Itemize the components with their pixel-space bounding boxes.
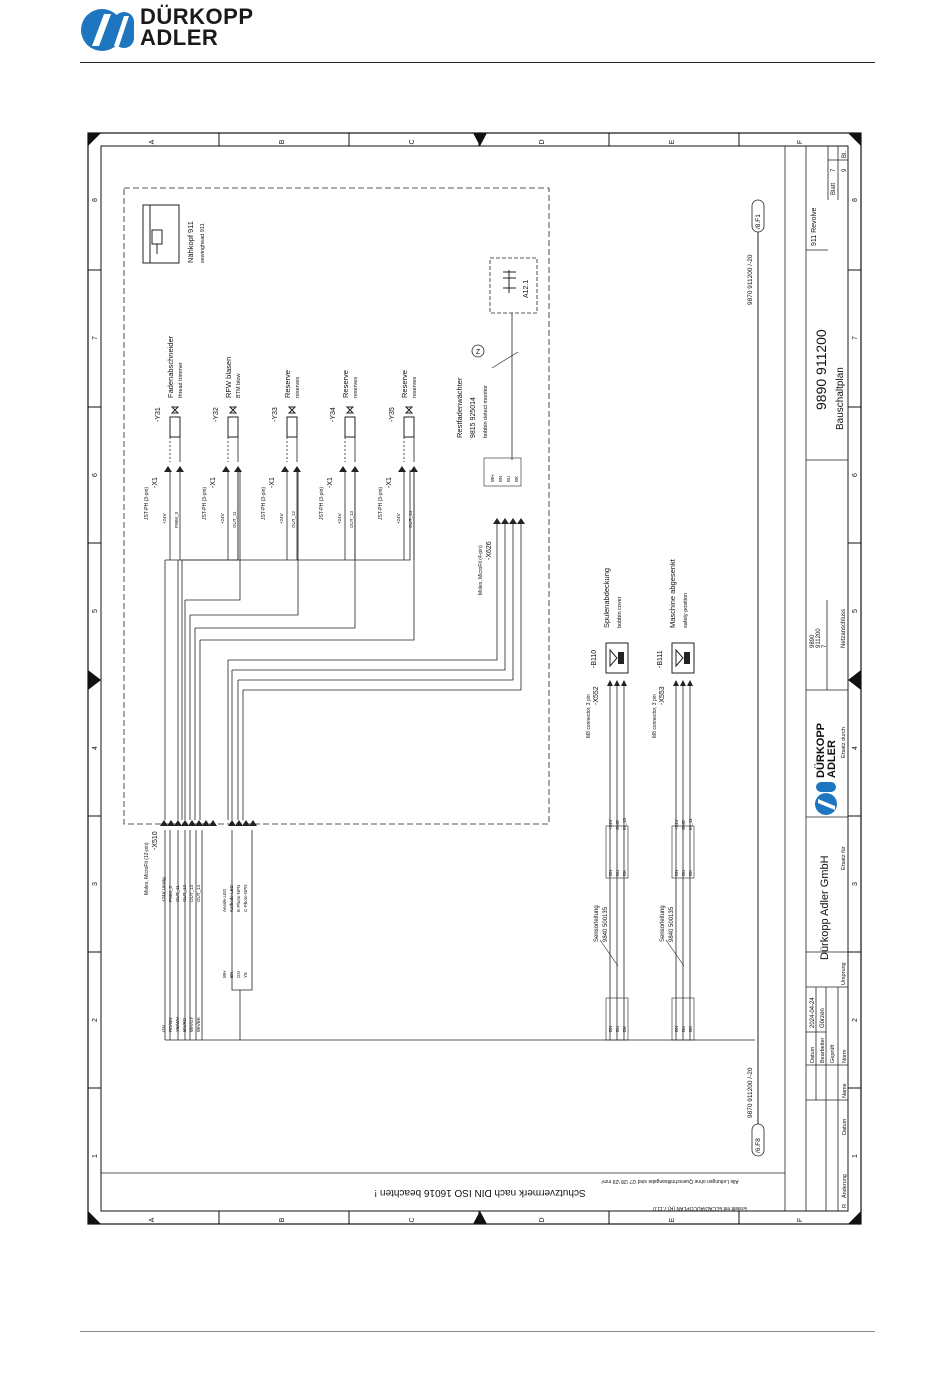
- valve-y35: [378, 370, 418, 560]
- sensor-cable: Sensorleitung: [660, 905, 666, 942]
- sensor-icon: [676, 650, 683, 666]
- harness-wires: [165, 470, 755, 1040]
- valve-sig-1: +24V: [220, 513, 225, 524]
- x626-wire-4: BK: [514, 475, 519, 482]
- x510-connector-type: Molex, MicroFit (12-pin): [144, 842, 150, 895]
- xref-top-tag: /8.F1: [755, 214, 762, 229]
- sensor-wire: BU: [615, 869, 620, 876]
- x510-wire-b2: BN: [229, 971, 234, 978]
- brand-line-1: DÜRKOPP: [140, 4, 254, 29]
- row-4-right: 4: [852, 746, 859, 750]
- change-label: Änderung: [842, 1174, 848, 1198]
- date-label-2: Datum: [842, 1118, 848, 1135]
- sensor-ref: -B110: [591, 649, 598, 668]
- row-2-right: 2: [852, 1018, 859, 1022]
- valve-icon: [230, 407, 236, 413]
- sensor-wire: BK: [688, 869, 693, 876]
- drawing-number: 9890 911200: [813, 329, 829, 410]
- valve-label-en: reserves: [353, 376, 359, 398]
- valve-icon: [172, 407, 178, 413]
- valve-label-en: reserves: [412, 376, 418, 398]
- title-block-text: [810, 151, 848, 1208]
- valve-label: Reserve: [341, 370, 350, 398]
- valve-connector: JST-PH (3-pin): [144, 486, 150, 520]
- col-d-bottom: D: [539, 1217, 546, 1223]
- valve-x1: -X1: [210, 477, 217, 488]
- valve-sig-1: +24V: [279, 513, 284, 524]
- sensor-wire-bottom: BK: [688, 1025, 693, 1032]
- x626-ref: -X626: [486, 541, 493, 560]
- x510-wire-a2: RD/GN: [168, 1017, 173, 1032]
- col-e-bottom: E: [669, 1217, 676, 1223]
- xref-bottom: 9870 911200 /-20: [747, 1067, 754, 1118]
- network-connection: Netzanschluss: [841, 608, 847, 648]
- date-label: Datum: [810, 1046, 816, 1063]
- row-8-right: 8: [852, 198, 859, 202]
- x510-sig-7: Anode-LED: [222, 888, 227, 912]
- col-d-top: D: [539, 139, 546, 145]
- title-block-brand-1: DÜRKOPP: [815, 722, 827, 778]
- x510-ref: -X510: [152, 831, 159, 850]
- prefix-2: 911200: [816, 628, 822, 648]
- replaced-by: Ersatz durch: [841, 727, 847, 758]
- valve-connector: JST-PH (3-pin): [378, 486, 384, 520]
- row-6-left: 6: [92, 473, 99, 477]
- bobbin-monitor-part: 9815 925014: [470, 397, 477, 438]
- sensors-group: [586, 558, 694, 1040]
- col-c-top: C: [409, 139, 416, 145]
- sensor-ref: -B111: [657, 650, 664, 668]
- sensor-sig: GND: [615, 820, 620, 830]
- row-2-left: 2: [92, 1018, 99, 1022]
- project-name: 911 Revolve: [811, 207, 818, 246]
- valve-label-en: BTM blow: [236, 373, 242, 398]
- company-name: Dürkopp Adler GmbH: [819, 855, 831, 960]
- row-1-right: 1: [852, 1154, 859, 1158]
- x626-wire-1: WH: [490, 474, 495, 482]
- sheet-total: 9: [842, 168, 848, 172]
- row-5-left: 5: [92, 609, 99, 613]
- row-6-right: 6: [852, 473, 859, 477]
- bobbin-monitor-label: Restfadenwächter: [455, 377, 464, 438]
- sensor-wire-bottom: BN: [674, 1025, 679, 1032]
- x510-wire-b1: WH: [222, 970, 227, 978]
- row-4-left: 4: [92, 746, 99, 750]
- x510-sig-9: E-Photo-NPN: [236, 884, 241, 912]
- sensor-label: Maschine abgesenkt: [668, 559, 677, 628]
- sheet-label: Blatt: [831, 182, 837, 195]
- sensor-sig: IN_11: [688, 818, 693, 830]
- replacement-for: Ersatz für: [841, 846, 847, 870]
- sensor-connector: M8 connector, 3 pin: [586, 694, 592, 738]
- x510-wire-a3: YE/WH: [175, 1017, 180, 1032]
- row-7-right: 7: [852, 336, 859, 340]
- valve-label-en: thread trimmer: [178, 362, 184, 398]
- x510-wire-a5: WH/GY: [189, 1016, 194, 1032]
- valve-connector: JST-PH (3-pin): [319, 486, 325, 520]
- valve-ref: -Y35: [389, 407, 396, 422]
- valve-x1: -X1: [269, 477, 276, 488]
- sensor-connector: M8 connector, 3 pin: [652, 694, 658, 738]
- sensor-wire-bottom: BK: [622, 1025, 627, 1032]
- sensor-label: Spulenabdeckung: [602, 567, 611, 628]
- brand-line-2: ADLER: [140, 25, 219, 50]
- col-f-top: F: [797, 139, 804, 145]
- sensor-sig: +24V: [608, 819, 613, 830]
- sensor-label-en: safety position: [683, 592, 689, 628]
- col-e-top: E: [669, 139, 676, 145]
- sensor-b110: [586, 568, 628, 1040]
- sheet-bl: Bl.: [842, 150, 848, 158]
- sheet-number: 7: [831, 168, 837, 172]
- x510-sig-2: PWM_3: [168, 885, 173, 902]
- col-b-bottom: B: [279, 1217, 286, 1223]
- valve-connector: JST-PH (3-pin): [202, 486, 208, 520]
- x510-sig-10: C-Photo-NPN: [243, 884, 248, 912]
- cross-section-note: Alle Leitungen ohne Querschnittsangabe sind \27 \28 \29 mm²: [601, 1178, 739, 1184]
- valve-label: Reserve: [400, 370, 409, 398]
- sensor-label-en: bobbin cover: [617, 596, 623, 628]
- prefix-3: 7: [822, 644, 828, 648]
- date-value: 2024-04-24: [810, 997, 816, 1028]
- sensor-x: -X553: [659, 686, 666, 705]
- title-block-brand-2: ADLER: [826, 740, 838, 778]
- x626-wire-3: BU: [506, 475, 511, 482]
- row-7-left: 7: [92, 336, 99, 340]
- x510-sig-5: OUT_13: [189, 884, 194, 902]
- norm-label: Norm: [842, 1049, 848, 1063]
- sensor-wire-bottom: BU: [681, 1025, 686, 1032]
- valve-ref: -Y33: [272, 407, 279, 422]
- valve-x1: -X1: [152, 477, 159, 488]
- x510-wire-b4: YE: [243, 971, 248, 978]
- sewing-head-label-en: sewinghead 911: [200, 223, 206, 263]
- col-c-bottom: C: [409, 1217, 416, 1223]
- x510-sig-1: +24V Umsig: [161, 877, 166, 902]
- name-label: Name: [842, 1083, 848, 1098]
- frame-outer: [88, 133, 861, 1224]
- sensor-wire: BK: [622, 869, 627, 876]
- valve-x1: -X1: [386, 477, 393, 488]
- valve-label: RFW blasen: [224, 356, 233, 398]
- sensor-sig: IN_10: [622, 817, 627, 830]
- bobbin-monitor: [455, 345, 525, 595]
- drawing-title: Bauschaltplan: [835, 367, 846, 430]
- sensor-wire: BN: [608, 869, 613, 876]
- valve-icon: [406, 407, 412, 413]
- valve-sig-1: +24V: [162, 513, 167, 524]
- sensor-cable-part: 9840 500135: [669, 906, 675, 942]
- x510-sig-8: Kathode-LED: [229, 884, 234, 912]
- x510-wire-a1: GN: [161, 1025, 166, 1032]
- valve-y34: [319, 370, 359, 560]
- x510-sig-6: OUT_14: [196, 884, 201, 902]
- x626-wire-2: BN: [498, 475, 503, 482]
- valve-sig-1: +24V: [396, 513, 401, 524]
- frame-inner: [101, 146, 848, 1211]
- sensor-sig: GND: [681, 820, 686, 830]
- x510-wire-a6: WH/BK: [196, 1017, 201, 1032]
- valve-label: Reserve: [283, 370, 292, 398]
- cross-reference: [747, 200, 764, 1156]
- x626-connector: Molex, MicroFit (4-pin): [478, 545, 484, 595]
- x510-wire-a4: BN/RD: [182, 1017, 187, 1032]
- valve-ref: -Y32: [213, 407, 220, 422]
- valves-group: [144, 335, 418, 560]
- valve-y32: [202, 357, 242, 560]
- prefix-1: 9890: [810, 634, 816, 648]
- valve-y33: [261, 370, 301, 560]
- sensor-icon: [610, 650, 617, 666]
- z-badge: Z: [475, 349, 481, 356]
- valve-label-en: reserves: [295, 376, 301, 398]
- row-3-right: 3: [852, 882, 859, 886]
- x510-wire-b3: GN: [236, 971, 241, 978]
- row-3-left: 3: [92, 882, 99, 886]
- row-5-right: 5: [852, 609, 859, 613]
- sensor-wire: BN: [674, 869, 679, 876]
- xref-top: 9870 911200 /-20: [747, 254, 754, 305]
- sensor-wire-bottom: BU: [615, 1025, 620, 1032]
- sewing-head-label: Nähkopf 911: [186, 221, 195, 263]
- col-a-bottom: A: [149, 1217, 156, 1223]
- checked-label: Geprüft: [830, 1044, 836, 1063]
- protection-notice: Schutzvermerk nach DIN ISO 16016 beachten !: [374, 1187, 586, 1198]
- sensor-b111: [652, 558, 694, 1040]
- rev-label: R: [842, 1204, 848, 1208]
- xref-bottom-tag: /6.F8: [755, 1138, 762, 1153]
- valve-icon: [289, 407, 295, 413]
- col-a-top: A: [149, 139, 156, 145]
- created-with-note: Erstellt mit ELCAD/AUCOPLAN (R) 7.11.0: [653, 1205, 747, 1211]
- origin: Ursprung: [841, 962, 847, 985]
- valve-x1: -X1: [327, 477, 334, 488]
- bobbin-monitor-label-en: bobbin detect monitor: [483, 385, 489, 438]
- valve-ref: -Y34: [330, 407, 337, 422]
- sensor-cable: Sensorleitung: [594, 905, 600, 942]
- valve-label: Fadenabschneider: [166, 335, 175, 398]
- sewing-head-icon: [143, 205, 179, 263]
- module-a12-label: A12.1: [523, 279, 530, 298]
- valve-sig-2: PWM_3: [174, 511, 179, 528]
- row-1-left: 1: [92, 1154, 99, 1158]
- col-f-bottom: F: [797, 1217, 804, 1223]
- valve-y31: [144, 335, 184, 560]
- sensor-wire: BU: [681, 869, 686, 876]
- editor-label: Bearbeiter: [820, 1037, 826, 1063]
- valve-sig-2: OUT_11: [232, 511, 237, 528]
- module-a12-icon: [503, 270, 516, 293]
- valve-sig-2: OUT_12: [291, 510, 296, 528]
- valve-icon: [347, 407, 353, 413]
- valve-sig-1: +24V: [337, 513, 342, 524]
- valve-ref: -Y31: [155, 407, 162, 422]
- valve-sig-2: OUT_13: [349, 510, 354, 528]
- sensor-sig: +24V: [674, 819, 679, 830]
- row-8-left: 8: [92, 198, 99, 202]
- valve-connector: JST-PH (3-pin): [261, 486, 267, 520]
- sensor-wire-bottom: BN: [608, 1025, 613, 1032]
- sensor-cable-part: 9840 500135: [603, 906, 609, 942]
- x510-sig-3: OUT_11: [175, 885, 180, 902]
- sensor-x: -X552: [593, 686, 600, 705]
- valve-sig-2: OUT_14: [408, 510, 413, 528]
- sewing-head-boundary: [124, 188, 549, 824]
- col-b-top: B: [279, 139, 286, 145]
- editor-value: Görzen: [820, 1008, 826, 1028]
- x510-sig-4: OUT_12: [182, 884, 187, 902]
- title-block-logo-icon: [814, 723, 838, 815]
